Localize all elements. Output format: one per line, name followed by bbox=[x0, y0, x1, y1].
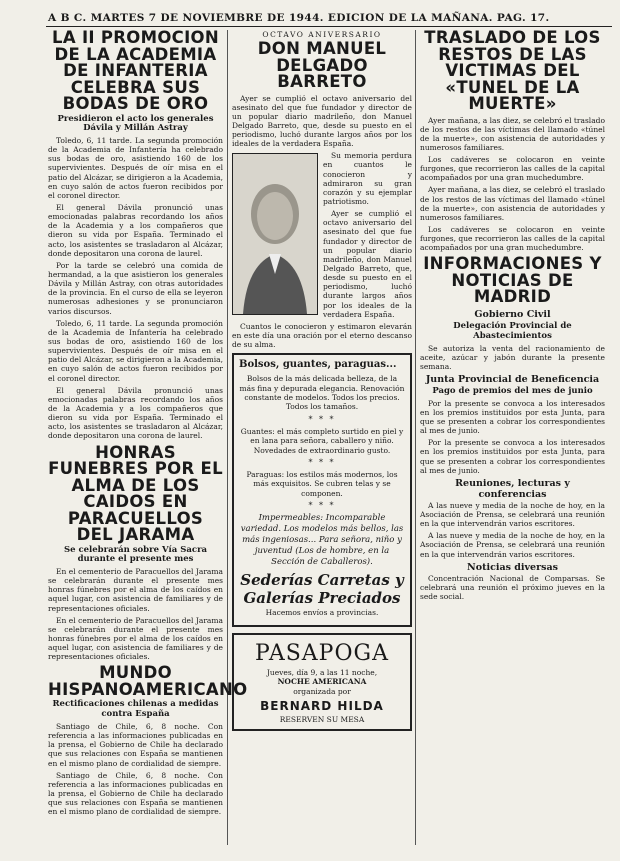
paragraph: Por la presente se convoca a los interesados en los premios instituidos por esta Junta, para que se presenten a cobrar los correspondientes al mes de junio. bbox=[420, 398, 605, 436]
ad-separator: * * * bbox=[308, 457, 336, 467]
advertisement-pasapoga bbox=[232, 633, 412, 731]
headline-academia: LA II PROMOCION DE LA ACADEMIA DE INFANTERIA CELEBRA SUS BODAS DE ORO bbox=[52, 28, 219, 113]
paragraph: El general Dávila pronunció unas emocionadas palabras recordando los años de la Academia y a los compañeros que dieron su vida por España. Terminado el acto, los asistentes se trasladaron al Alcázar, donde depositaron una corona de laurel. bbox=[48, 385, 223, 441]
paragraph: En el cementerio de Paracuellos del Jarama se celebrarán durante el presente mes honras fúnebres por el alma de los caídos en aquel lugar, con asistencia de familiares y de representaciones oficiales. bbox=[48, 615, 223, 662]
pasapoga-event: NOCHE AMERICANA bbox=[277, 677, 367, 687]
header-rule bbox=[46, 26, 612, 27]
headline-delgado-barreto: DON MANUEL DELGADO BARRETO bbox=[257, 39, 387, 91]
column-divider bbox=[227, 30, 228, 845]
paragraph: Ayer mañana, a las diez, se celebró el traslado de los restos de las víctimas del llamado «túnel de la muerte», con asistencia de autoridades y numerosos familiares. bbox=[420, 185, 605, 222]
paragraph: Santiago de Chile, 6, 8 noche. Con referencia a las informaciones publicadas en la prensa, el Gobierno de Chile ha declarado que sus relaciones con España se mantienen en el mismo plano de cordialidad de siempre. bbox=[48, 722, 223, 768]
ad-text: Bolsos de la más delicada belleza, de la más fina y depurada elegancia. Renovación constante de modelos. Todos los precios. Todos los tamaños. bbox=[239, 374, 405, 412]
ad-separator: * * * bbox=[308, 414, 336, 424]
paragraph: Concentración Nacional de Comparsas. Se celebrará una reunión el próximo jueves en la sede social. bbox=[420, 573, 605, 601]
ad-text: Impermeables: Incomparable variedad. Los modelos más bellos, las más ingeniosas... Para señora, niño y juventud (Los de hombre, en la Sección de Caballeros). bbox=[240, 513, 404, 568]
column-divider bbox=[415, 30, 416, 845]
paragraph: Ayer se cumplió el octavo aniversario del asesinato del que fue fundador y director de un popular diario madrileño, don Manuel Delgado Barreto, que, desde su puesto en el periodismo, luchó durante largos años por los ideales de la verdadera España. bbox=[323, 209, 412, 319]
ad-title: Bolsos, guantes, paraguas... bbox=[239, 359, 397, 371]
headline-hispanoamericano: MUNDO HISPANOAMERICANO bbox=[48, 663, 248, 699]
subhead-reuniones: Reuniones, lecturas y conferencias bbox=[455, 477, 570, 500]
column-left bbox=[48, 28, 248, 845]
subhead-gobierno-civil: Gobierno Civil bbox=[474, 308, 551, 320]
subhead-hispanoamericano: Rectificaciones chilenas a medidas contra España bbox=[52, 699, 219, 720]
pasapoga-title: PASAPOGA bbox=[255, 640, 389, 666]
subhead-abastecimientos: Delegación Provincial de Abastecimientos bbox=[453, 320, 572, 341]
paragraph: Santiago de Chile, 6, 8 noche. Con referencia a las informaciones publicadas en la prensa, el Gobierno de Chile ha declarado que sus relaciones con España se mantienen en el mismo plano de cordialidad de siempre. bbox=[48, 770, 223, 817]
paragraph: Su memoria perdura en cuantos le conocieron y admiraron su gran corazón y su ejemplar patriotismo. bbox=[323, 151, 412, 207]
portrait-image bbox=[232, 153, 318, 315]
subhead-academia: Presidieron el acto los generales Dávila y Millán Astray bbox=[57, 113, 214, 134]
page-header: A B C. MARTES 7 DE NOVIEMBRE DE 1944. EDICION DE LA MAÑANA. PAG. 17. bbox=[48, 12, 550, 24]
headline-traslado: TRASLADO DE LOS RESTOS DE LAS VICTIMAS DEL «TUNEL DE LA MUERTE» bbox=[424, 28, 601, 113]
paragraph: El general Dávila pronunció unas emocionadas palabras recordando los años de la Academia y a los compañeros que dieron su vida por España. Terminado el acto, los asistentes se trasladaron al Alcázar, donde depositaron una corona de laurel. bbox=[48, 203, 223, 258]
paragraph: Cuantos le conocieron y estimaron elevarán en este día una oración por el eterno descanso de su alma. bbox=[232, 321, 412, 350]
pasapoga-date: Jueves, día 9, a las 11 noche, bbox=[266, 667, 378, 677]
paragraph: Toledo, 6, 11 tarde. La segunda promoción de la Academia de Infantería ha celebrado sus bodas de oro, asistiendo 160 de los supervivientes. Después de oír misa en el patio del Alcázar, se dirigieron a la Academia, en cuyo salón de actos fueron recibidos por el coronel director. bbox=[48, 136, 223, 200]
ad-separator: * * * bbox=[308, 501, 336, 511]
ad-footer: Hacemos envíos a provincias. bbox=[265, 608, 379, 618]
column-middle bbox=[232, 30, 412, 845]
ad-brand: Sederías Carretas y Galerías Preciados bbox=[240, 571, 404, 608]
subhead-beneficencia: Junta Provincial de Beneficencia bbox=[425, 373, 600, 385]
subhead-noticias-diversas: Noticias diversas bbox=[467, 561, 558, 573]
paragraph: Por la tarde se celebró una comida de hermandad, a la que asistieron los generales Dávila y Millán Astray, con otras autoridades de la provincia. En el curso de ella se leyeron numerosas adhesiones y se pronunciaron varios discursos. bbox=[48, 260, 223, 316]
paragraph: Toledo, 6, 11 tarde. La segunda promoción de la Academia de Infantería ha celebrado sus bodas de oro, asistiendo 160 de los supervivientes. Después de oír misa en el patio del Alcázar, se dirigieron a la Academia, en cuyo salón de actos fueron recibidos por el coronel director. bbox=[48, 318, 223, 383]
pasapoga-organizer-label: organizada por bbox=[293, 687, 351, 697]
paragraph: A las nueve y media de la noche de hoy, en la Asociación de Prensa, se celebrará una reunión en la que intervendrán varios escritores. bbox=[420, 500, 605, 529]
paragraph: Ayer mañana, a las diez, se celebró el traslado de los restos de las víctimas del llamado «túnel de la muerte», con asistencia de autoridades y numerosos familiares. bbox=[420, 115, 605, 152]
section-label: OCTAVO ANIVERSARIO bbox=[262, 30, 382, 39]
pasapoga-reserve: RESERVEN SU MESA bbox=[279, 714, 365, 724]
pasapoga-organizer: BERNARD HILDA bbox=[260, 698, 384, 713]
paragraph: Ayer se cumplió el octavo aniversario del asesinato del que fue fundador y director de un popular diario madrileño, don Manuel Delgado Barreto, que, desde su puesto en el periodismo, luchó durante largos años por los ideales de la verdadera España. bbox=[232, 93, 412, 149]
paragraph: A las nueve y media de la noche de hoy, en la Asociación de Prensa, se celebrará una reunión en la que intervendrán varios escritores. bbox=[420, 531, 605, 559]
advertisement-sederias bbox=[232, 353, 412, 626]
portrait-drawing bbox=[233, 154, 317, 314]
paragraph: Por la presente se convoca a los interesados en los premios instituidos por esta Junta, para que se presenten a cobrar los correspondientes al mes de junio. bbox=[420, 438, 605, 475]
headline-informaciones: INFORMACIONES Y NOTICIAS DE MADRID bbox=[423, 254, 602, 307]
paragraph: Se autoriza la venta del racionamiento de aceite, azúcar y jabón durante la presente semana. bbox=[420, 343, 605, 371]
subhead-honras: Se celebrarán sobre Vía Sacra durante el presente mes bbox=[63, 544, 208, 565]
paragraph: Los cadáveres se colocaron en veinte furgones, que recorrieron las calles de la capital acompañados por una gran muchedumbre. bbox=[420, 225, 605, 253]
paragraph: En el cementerio de Paracuellos del Jarama se celebrarán durante el presente mes honras fúnebres por el alma de los caídos en aquel lugar, con asistencia de familiares y de representaciones oficiales. bbox=[48, 567, 223, 613]
subhead-premios: Pago de premios del mes de junio bbox=[432, 385, 593, 396]
headline-honras: HONRAS FUNEBRES POR EL ALMA DE LOS CAIDOS EN PARACUELLOS DEL JARAMA bbox=[48, 442, 223, 545]
ad-text: Paraguas: los estilos más modernos, los más exquisitos. Se cubren telas y se componen. bbox=[246, 469, 398, 498]
ad-text: Guantes: el más completo surtido en piel y en lana para señora, caballero y niño. Novedades de extraordinario gusto. bbox=[240, 426, 404, 455]
paragraph: Los cadáveres se colocaron en veinte furgones, que recorrieron las calles de la capital acompañados por una gran muchedumbre. bbox=[420, 155, 605, 183]
column-right bbox=[420, 30, 605, 845]
